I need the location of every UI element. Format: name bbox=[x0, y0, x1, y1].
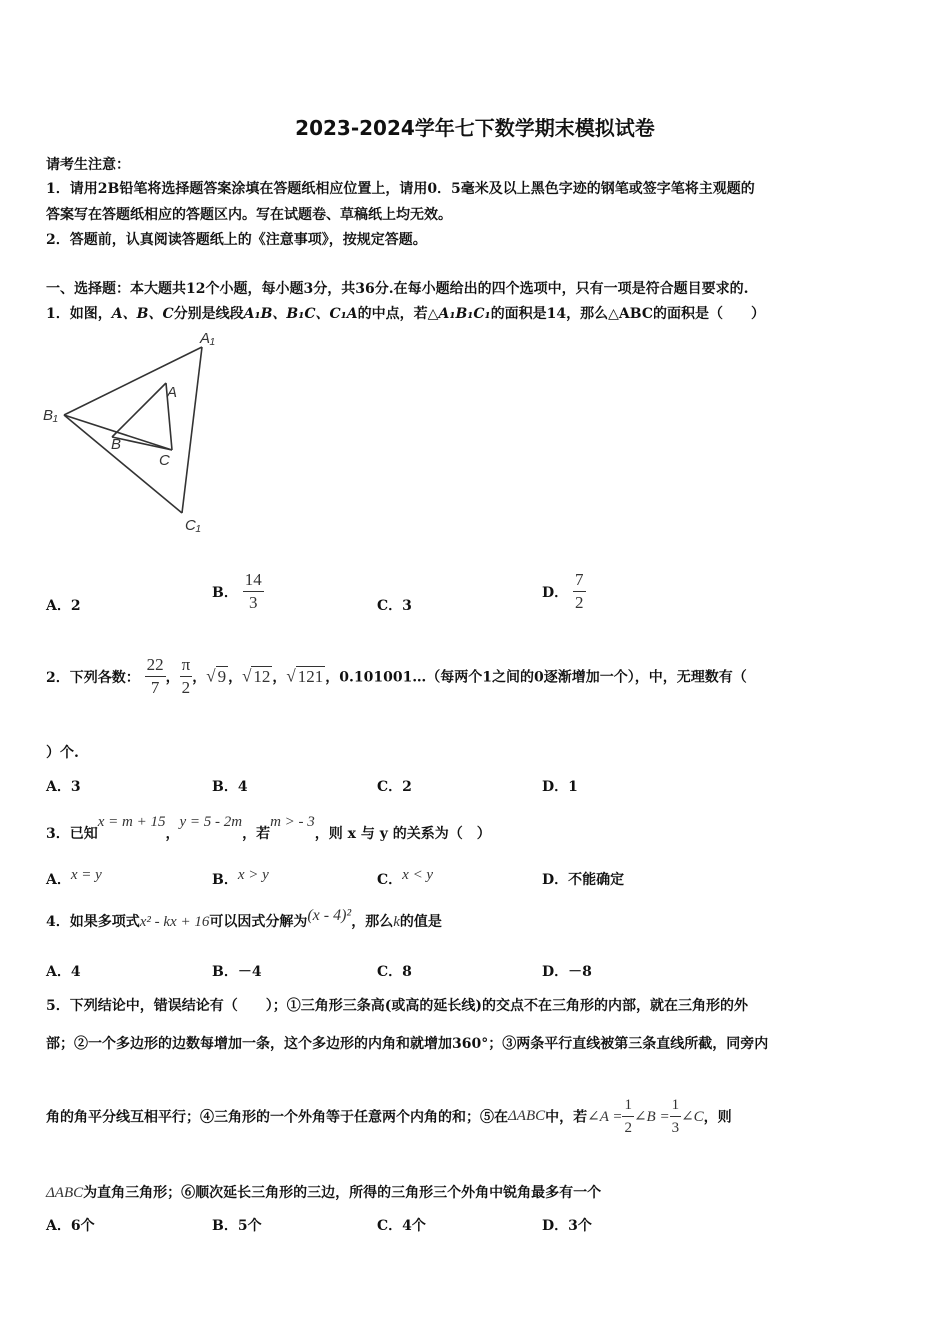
q2-option-b[interactable]: B．4 bbox=[212, 779, 248, 795]
q2-option-d[interactable]: D．1 bbox=[542, 779, 578, 795]
q5-line4-text: 为直角三角形；⑥顺次延长三角形的三边，所得的三角形三个外角中锐角最多有一个 bbox=[83, 1185, 602, 1201]
frac-den: 7 bbox=[150, 678, 160, 697]
q5-angle-a: ∠A = bbox=[587, 1109, 623, 1125]
q2-option-c[interactable]: C．2 bbox=[377, 779, 412, 795]
question-2 bbox=[46, 654, 747, 699]
q2-fraction-pi-2 bbox=[180, 654, 193, 699]
q3-option-d[interactable]: D．不能确定 bbox=[542, 872, 625, 888]
q5-option-d[interactable]: D．3个 bbox=[542, 1218, 592, 1234]
q5-option-b[interactable]: B．5个 bbox=[212, 1218, 262, 1234]
comma: ， bbox=[192, 669, 207, 686]
comma: ， bbox=[272, 669, 287, 686]
radicand: 121 bbox=[297, 666, 324, 686]
q3-expr-m: m > - 3 bbox=[270, 814, 315, 830]
label-b: B bbox=[111, 436, 122, 453]
radicand: 12 bbox=[253, 666, 271, 686]
q5-line-1: 5．下列结论中，错误结论有（ ）；①三角形三条高(或高的延长线)的交点不在三角形的内部，就在三角形的外 bbox=[46, 998, 748, 1014]
q1-option-d[interactable] bbox=[542, 569, 586, 614]
q3-option-a-math: x = y bbox=[70, 867, 102, 883]
comma: ， bbox=[165, 669, 180, 686]
q1-option-a[interactable]: A．2 bbox=[46, 598, 81, 614]
frac-den: 2 bbox=[575, 593, 584, 612]
q5-line3-pre: 角的角平分线互相平行；④三角形的一个外角等于任意两个内角的和；⑤在 bbox=[46, 1109, 508, 1126]
q4-k: k bbox=[393, 914, 400, 930]
q4-mid2: ，那么 bbox=[351, 914, 394, 930]
q2-sqrt-121: √ 121 bbox=[286, 666, 324, 686]
q1-option-d-label: D． bbox=[542, 584, 569, 601]
q4-option-b[interactable]: B．－4 bbox=[212, 964, 262, 980]
q5-abc: ΔABC bbox=[508, 1108, 546, 1124]
q3-option-b-label: B． bbox=[212, 872, 238, 888]
line-a1-c1 bbox=[182, 347, 202, 513]
frac-den: 3 bbox=[248, 593, 258, 612]
q5-option-c[interactable]: C．4个 bbox=[377, 1218, 426, 1234]
q1-option-b-fraction bbox=[243, 569, 264, 614]
q4-option-d[interactable]: D．－8 bbox=[542, 964, 592, 980]
q2-line-2: ）个. bbox=[46, 745, 79, 761]
q3-option-a-label: A． bbox=[46, 872, 71, 888]
question-3 bbox=[46, 811, 491, 842]
q3-comma-2: ，若 bbox=[242, 826, 271, 842]
radicand: 9 bbox=[217, 666, 227, 686]
q4-option-c[interactable]: C．8 bbox=[377, 964, 412, 980]
line-a1-b1 bbox=[64, 347, 202, 415]
question-4 bbox=[46, 905, 442, 930]
triangle-figure bbox=[40, 325, 240, 540]
q5-line-2: 部；②一个多边形的边数每增加一条，这个多边形的内角和就增加360°；③两条平行直线被第三条直线所截，同旁内 bbox=[46, 1036, 769, 1052]
q4-end: 的值是 bbox=[399, 914, 442, 930]
q2-sqrt-9: √ 9 bbox=[206, 666, 227, 686]
q3-option-b-math: x > y bbox=[237, 867, 269, 883]
frac-num: 1 bbox=[622, 1094, 634, 1117]
frac-num: 22 bbox=[145, 654, 166, 677]
q2-fraction-22-7 bbox=[145, 654, 166, 699]
label-c: C bbox=[159, 452, 170, 469]
label-b1: B₁ bbox=[43, 407, 58, 424]
label-c1: C₁ bbox=[185, 517, 201, 534]
q3-option-b[interactable] bbox=[212, 864, 269, 888]
line-b-a bbox=[112, 383, 166, 437]
q5-line-4 bbox=[46, 1182, 601, 1202]
frac-num: 7 bbox=[573, 569, 586, 592]
notice-line-3: 2．答题前，认真阅读答题纸上的《注意事项》，按规定答题。 bbox=[46, 232, 427, 248]
q5-angle-b: ∠B = bbox=[633, 1109, 670, 1125]
q3-pre: 3．已知 bbox=[46, 826, 98, 842]
q4-mid: 可以因式分解为 bbox=[209, 914, 308, 930]
q1-mid2: 的中点，若△ bbox=[357, 306, 439, 322]
notice-line-1: 1．请用2B铅笔将选择题答案涂填在答题纸相应位置上，请用0．5毫米及以上黑色字迹的钢笔或签字笔将主观题的 bbox=[46, 181, 755, 197]
q1-end: 的面积是14，那么△ABC的面积是（ ） bbox=[490, 306, 766, 322]
q5-fraction-half bbox=[622, 1094, 634, 1139]
frac-den: 3 bbox=[671, 1120, 680, 1136]
q1-tri: A₁B₁C₁ bbox=[438, 306, 491, 322]
q1-option-d-fraction bbox=[573, 569, 586, 614]
frac-num: 14 bbox=[243, 569, 264, 592]
q3-option-c-label: C． bbox=[377, 872, 403, 888]
q1-mid1: 分别是线段 bbox=[173, 306, 244, 322]
q2-sqrt-12: √ 12 bbox=[242, 666, 271, 686]
q5-line-3 bbox=[46, 1094, 732, 1139]
q3-option-a[interactable] bbox=[46, 864, 102, 888]
q2-pre: 2．下列各数： bbox=[46, 669, 140, 686]
q4-pre: 4．如果多项式 bbox=[46, 914, 140, 930]
q1-option-c[interactable]: C．3 bbox=[377, 598, 412, 614]
q1-segs: A₁B、B₁C、C₁A bbox=[243, 306, 358, 322]
q3-option-c[interactable] bbox=[377, 864, 434, 888]
label-a1: A₁ bbox=[200, 330, 215, 347]
q4-option-a[interactable]: A．4 bbox=[46, 964, 81, 980]
q5-option-a[interactable]: A．6个 bbox=[46, 1218, 95, 1234]
frac-num: π bbox=[180, 654, 193, 677]
frac-den: 2 bbox=[624, 1120, 632, 1136]
q1-option-b[interactable] bbox=[212, 569, 264, 614]
q1-option-b-label: B． bbox=[212, 584, 238, 601]
q5-fraction-third bbox=[670, 1094, 682, 1139]
question-1 bbox=[46, 303, 765, 323]
q5-abc-2: ΔABC bbox=[46, 1185, 84, 1201]
q4-factor: (x - 4)² bbox=[307, 907, 352, 924]
triangle-lines bbox=[64, 347, 202, 513]
page-title: 2023-2024学年七下数学期末模拟试卷 bbox=[295, 116, 655, 140]
q3-expr-y: y = 5 - 2m bbox=[179, 814, 243, 830]
comma: ， bbox=[228, 669, 243, 686]
q3-expr-x: x = m + 15 bbox=[97, 814, 166, 830]
q2-end: ，0.101001…（每两个1之间的0逐渐增加一个），中，无理数有（ bbox=[325, 669, 747, 686]
q1-pre: 1．如图， bbox=[46, 306, 112, 322]
section-heading: 一、选择题：本大题共12个小题，每小题3分，共36分.在每小题给出的四个选项中，只有一项是符合题目要求的. bbox=[46, 281, 749, 297]
frac-num: 1 bbox=[670, 1094, 682, 1117]
q5-line3-end: ，则 bbox=[703, 1109, 732, 1126]
q4-poly: x² - kx + 16 bbox=[139, 914, 210, 930]
q5-angle-c: ∠C bbox=[681, 1109, 704, 1125]
frac-den: 2 bbox=[181, 678, 191, 697]
q3-end: ，则 x 与 y 的关系为（ ） bbox=[314, 826, 491, 842]
q5-line3-mid: 中，若 bbox=[545, 1109, 588, 1126]
notice-line-2: 答案写在答题纸相应的答题区内。写在试题卷、草稿纸上均无效。 bbox=[46, 207, 452, 223]
q1-abc: A、B、C bbox=[111, 306, 174, 322]
notice-heading: 请考生注意： bbox=[46, 157, 130, 173]
q3-option-c-math: x < y bbox=[402, 867, 434, 883]
label-a: A bbox=[167, 384, 178, 401]
q2-option-a[interactable]: A．3 bbox=[46, 779, 81, 795]
q3-comma-1: ， bbox=[165, 826, 180, 842]
